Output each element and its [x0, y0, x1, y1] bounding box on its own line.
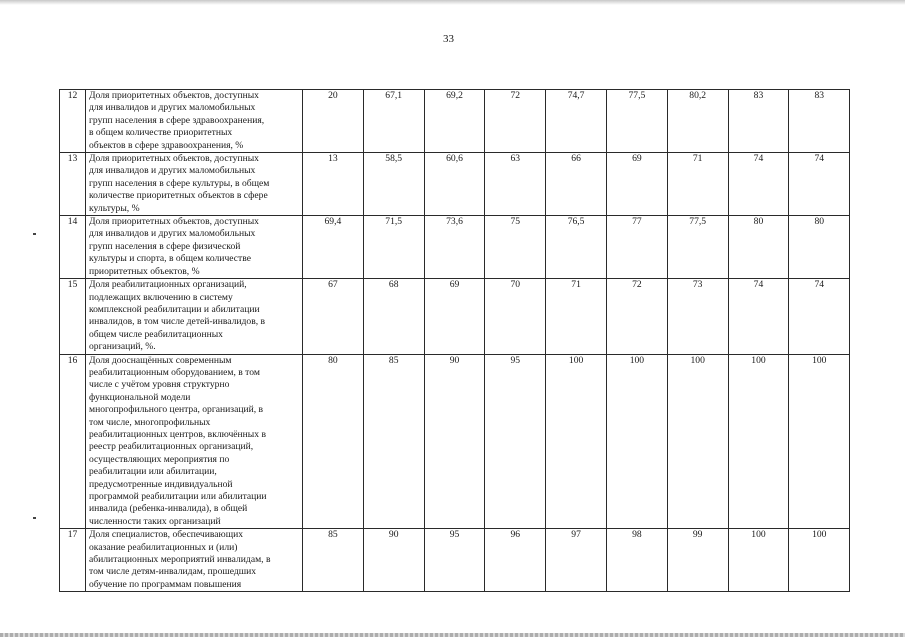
value-cell: 71	[546, 279, 607, 354]
value-cell: 68	[363, 279, 424, 354]
value-cell: 71,5	[363, 216, 424, 279]
value-cell: 100	[546, 354, 607, 529]
value-cell: 85	[303, 529, 364, 592]
description-line: организаций, %.	[89, 341, 156, 353]
description-line: культуры и спорта, в общем количестве	[89, 253, 251, 265]
description-line: Доля приоритетных объектов, доступных	[89, 216, 259, 228]
row-number: 13	[60, 153, 86, 216]
description-line: комплексной реабилитации и абилитации	[89, 303, 260, 315]
description-line: числе с учётом уровня структурно	[89, 379, 230, 391]
value-cell: 100	[606, 354, 667, 529]
description-line: многопрофильного центра, организаций, в	[89, 404, 264, 416]
indicator-description	[86, 153, 303, 216]
value-cell: 74,7	[546, 90, 607, 153]
description-line: для инвалидов и других маломобильных	[89, 165, 256, 177]
value-cell: 100	[789, 354, 850, 529]
description-line: Доля дооснащённых современным	[89, 354, 232, 366]
value-cell: 67,1	[363, 90, 424, 153]
description-line: культуры, %	[89, 202, 140, 214]
description-line: для инвалидов и других маломобильных	[89, 102, 256, 114]
value-cell: 95	[485, 354, 546, 529]
value-cell: 70	[485, 279, 546, 354]
value-cell: 73,6	[424, 216, 485, 279]
description-line: объектов в сфере здравоохранения, %	[89, 139, 244, 151]
value-cell: 77,5	[667, 216, 728, 279]
description-line: том числе детям-инвалидам, прошедших	[89, 566, 257, 578]
value-cell: 74	[728, 279, 789, 354]
value-cell: 74	[789, 153, 850, 216]
table-row	[60, 279, 850, 354]
table-row	[60, 216, 850, 279]
value-cell: 74	[728, 153, 789, 216]
value-cell: 90	[424, 354, 485, 529]
description-line: Доля специалистов, обеспечивающих	[89, 529, 244, 541]
value-cell: 77	[606, 216, 667, 279]
description-line: функциональной модели	[89, 391, 191, 403]
value-cell: 80	[728, 216, 789, 279]
value-cell: 99	[667, 529, 728, 592]
value-cell: 60,6	[424, 153, 485, 216]
margin-mark	[33, 233, 36, 235]
description-line: для инвалидов и других маломобильных	[89, 228, 256, 240]
indicator-description	[86, 529, 303, 592]
description-line: общем числе реабилитационных	[89, 328, 223, 340]
value-cell: 77,5	[606, 90, 667, 153]
description-line: обучение по программам повышения	[89, 578, 242, 590]
value-cell: 100	[667, 354, 728, 529]
value-cell: 66	[546, 153, 607, 216]
value-cell: 69	[606, 153, 667, 216]
value-cell: 83	[728, 90, 789, 153]
value-cell: 98	[606, 529, 667, 592]
indicators-table	[59, 89, 850, 592]
value-cell: 97	[546, 529, 607, 592]
description-line: реабилитационным оборудованием, в том	[89, 366, 260, 378]
value-cell: 69,4	[303, 216, 364, 279]
row-number: 12	[60, 90, 86, 153]
description-line: в общем количестве приоритетных	[89, 127, 233, 139]
description-line: Доля приоритетных объектов, доступных	[89, 90, 259, 101]
description-line: программой реабилитации или абилитации	[89, 491, 267, 502]
value-cell: 13	[303, 153, 364, 216]
indicator-description	[86, 216, 303, 279]
value-cell: 72	[485, 90, 546, 153]
table-row	[60, 153, 850, 216]
description-line: групп населения в сфере культуры, в общем	[89, 177, 270, 189]
description-line: инвалида (ребенка-инвалида), в общей	[89, 503, 248, 515]
value-cell: 80	[303, 354, 364, 529]
value-cell: 85	[363, 354, 424, 529]
value-cell: 74	[789, 279, 850, 354]
description-line: приоритетных объектов, %	[89, 265, 200, 277]
margin-mark	[33, 517, 36, 519]
description-line: абилитационных мероприятий инвалидам, в	[89, 554, 271, 566]
row-number: 14	[60, 216, 86, 279]
value-cell: 72	[606, 279, 667, 354]
page-number: 33	[443, 33, 454, 45]
value-cell: 80	[789, 216, 850, 279]
value-cell: 76,5	[546, 216, 607, 279]
value-cell: 95	[424, 529, 485, 592]
description-line: реабилитации или абилитации,	[89, 466, 217, 478]
indicator-description	[86, 279, 303, 354]
table-row	[60, 529, 850, 592]
value-cell: 71	[667, 153, 728, 216]
description-line: подлежащих включению в систему	[89, 291, 233, 303]
value-cell: 69	[424, 279, 485, 354]
description-line: численности таких организаций	[89, 515, 221, 527]
value-cell: 80,2	[667, 90, 728, 153]
value-cell: 96	[485, 529, 546, 592]
value-cell: 58,5	[363, 153, 424, 216]
table-row	[60, 90, 850, 153]
value-cell: 75	[485, 216, 546, 279]
value-cell: 83	[789, 90, 850, 153]
row-number: 16	[60, 354, 86, 529]
value-cell: 69,2	[424, 90, 485, 153]
scan-edge-top	[0, 0, 905, 5]
indicator-description	[86, 90, 303, 153]
description-line: реестр реабилитационных организаций,	[89, 441, 254, 453]
value-cell: 100	[728, 354, 789, 529]
row-number: 15	[60, 279, 86, 354]
value-cell: 63	[485, 153, 546, 216]
scan-edge-bottom	[0, 633, 905, 637]
table-row	[60, 354, 850, 529]
description-line: количестве приоритетных объектов в сфере	[89, 190, 268, 202]
value-cell: 100	[789, 529, 850, 592]
description-line: оказание реабилитационных и (или)	[89, 541, 238, 553]
description-line: предусмотренные индивидуальной	[89, 478, 233, 490]
value-cell: 67	[303, 279, 364, 354]
description-line: групп населения в сфере физической	[89, 240, 241, 252]
indicator-description	[86, 354, 303, 529]
description-line: Доля приоритетных объектов, доступных	[89, 153, 259, 165]
description-line: том числе, многопрофильных	[89, 416, 211, 428]
value-cell: 90	[363, 529, 424, 592]
value-cell: 100	[728, 529, 789, 592]
description-line: групп населения в сфере здравоохранения,	[89, 114, 265, 126]
row-number: 17	[60, 529, 86, 592]
value-cell: 20	[303, 90, 364, 153]
description-line: осуществляющих мероприятия по	[89, 453, 230, 465]
description-line: инвалидов, в том числе детей-инвалидов, в	[89, 316, 266, 328]
description-line: Доля реабилитационных организаций,	[89, 279, 247, 291]
description-line: реабилитационных центров, включённых в	[89, 428, 266, 440]
value-cell: 73	[667, 279, 728, 354]
